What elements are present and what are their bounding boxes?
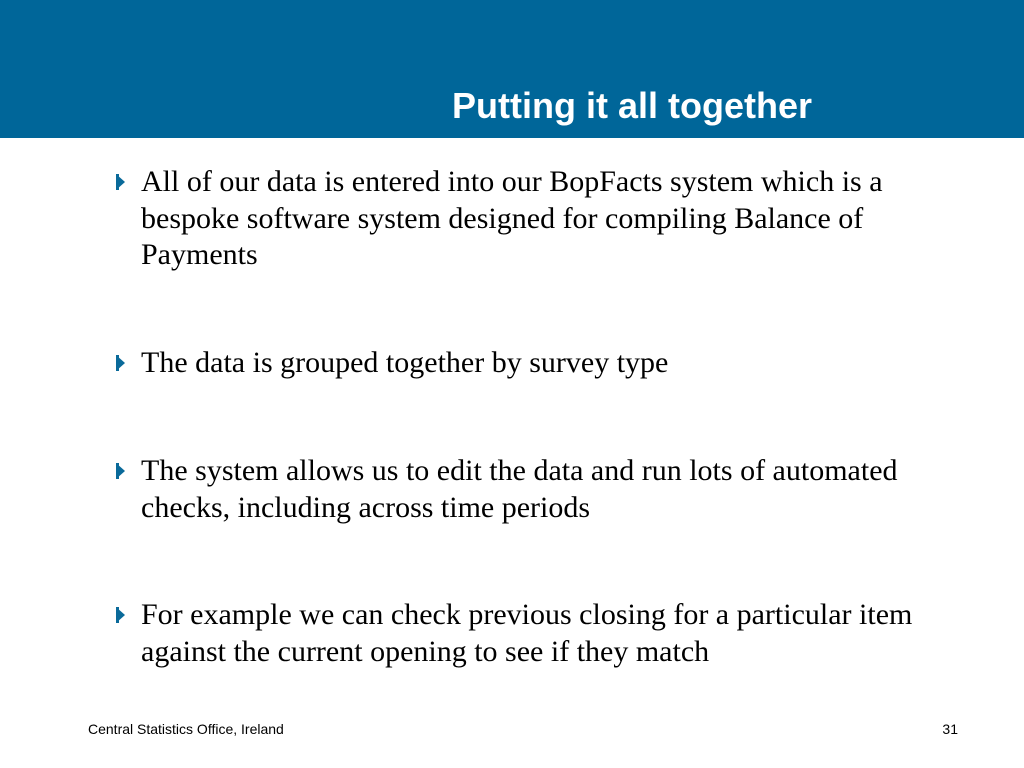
bullet-text: The system allows us to edit the data and run lots of automated checks, including across time periods (141, 454, 898, 524)
slide-title: Putting it all together (452, 85, 812, 126)
bullet-text: The data is grouped together by survey type (141, 346, 669, 379)
footer-organization: Central Statistics Office, Ireland (88, 721, 284, 737)
bullet-arrow-icon (116, 355, 125, 371)
bullet-item (116, 597, 926, 670)
bullet-arrow-icon (116, 174, 125, 190)
bullet-arrow-icon (116, 463, 125, 479)
bullet-text: For example we can check previous closing for a particular item against the current opening to see if they match (141, 598, 913, 668)
bullet-arrow-icon (116, 607, 125, 623)
bullet-text: All of our data is entered into our BopFacts system which is a bespoke software system designed for compiling Balance of Payments (141, 165, 883, 271)
bullet-item (116, 453, 926, 526)
page-number: 31 (942, 721, 958, 737)
bullet-item (116, 345, 926, 382)
bullet-item (116, 164, 926, 274)
